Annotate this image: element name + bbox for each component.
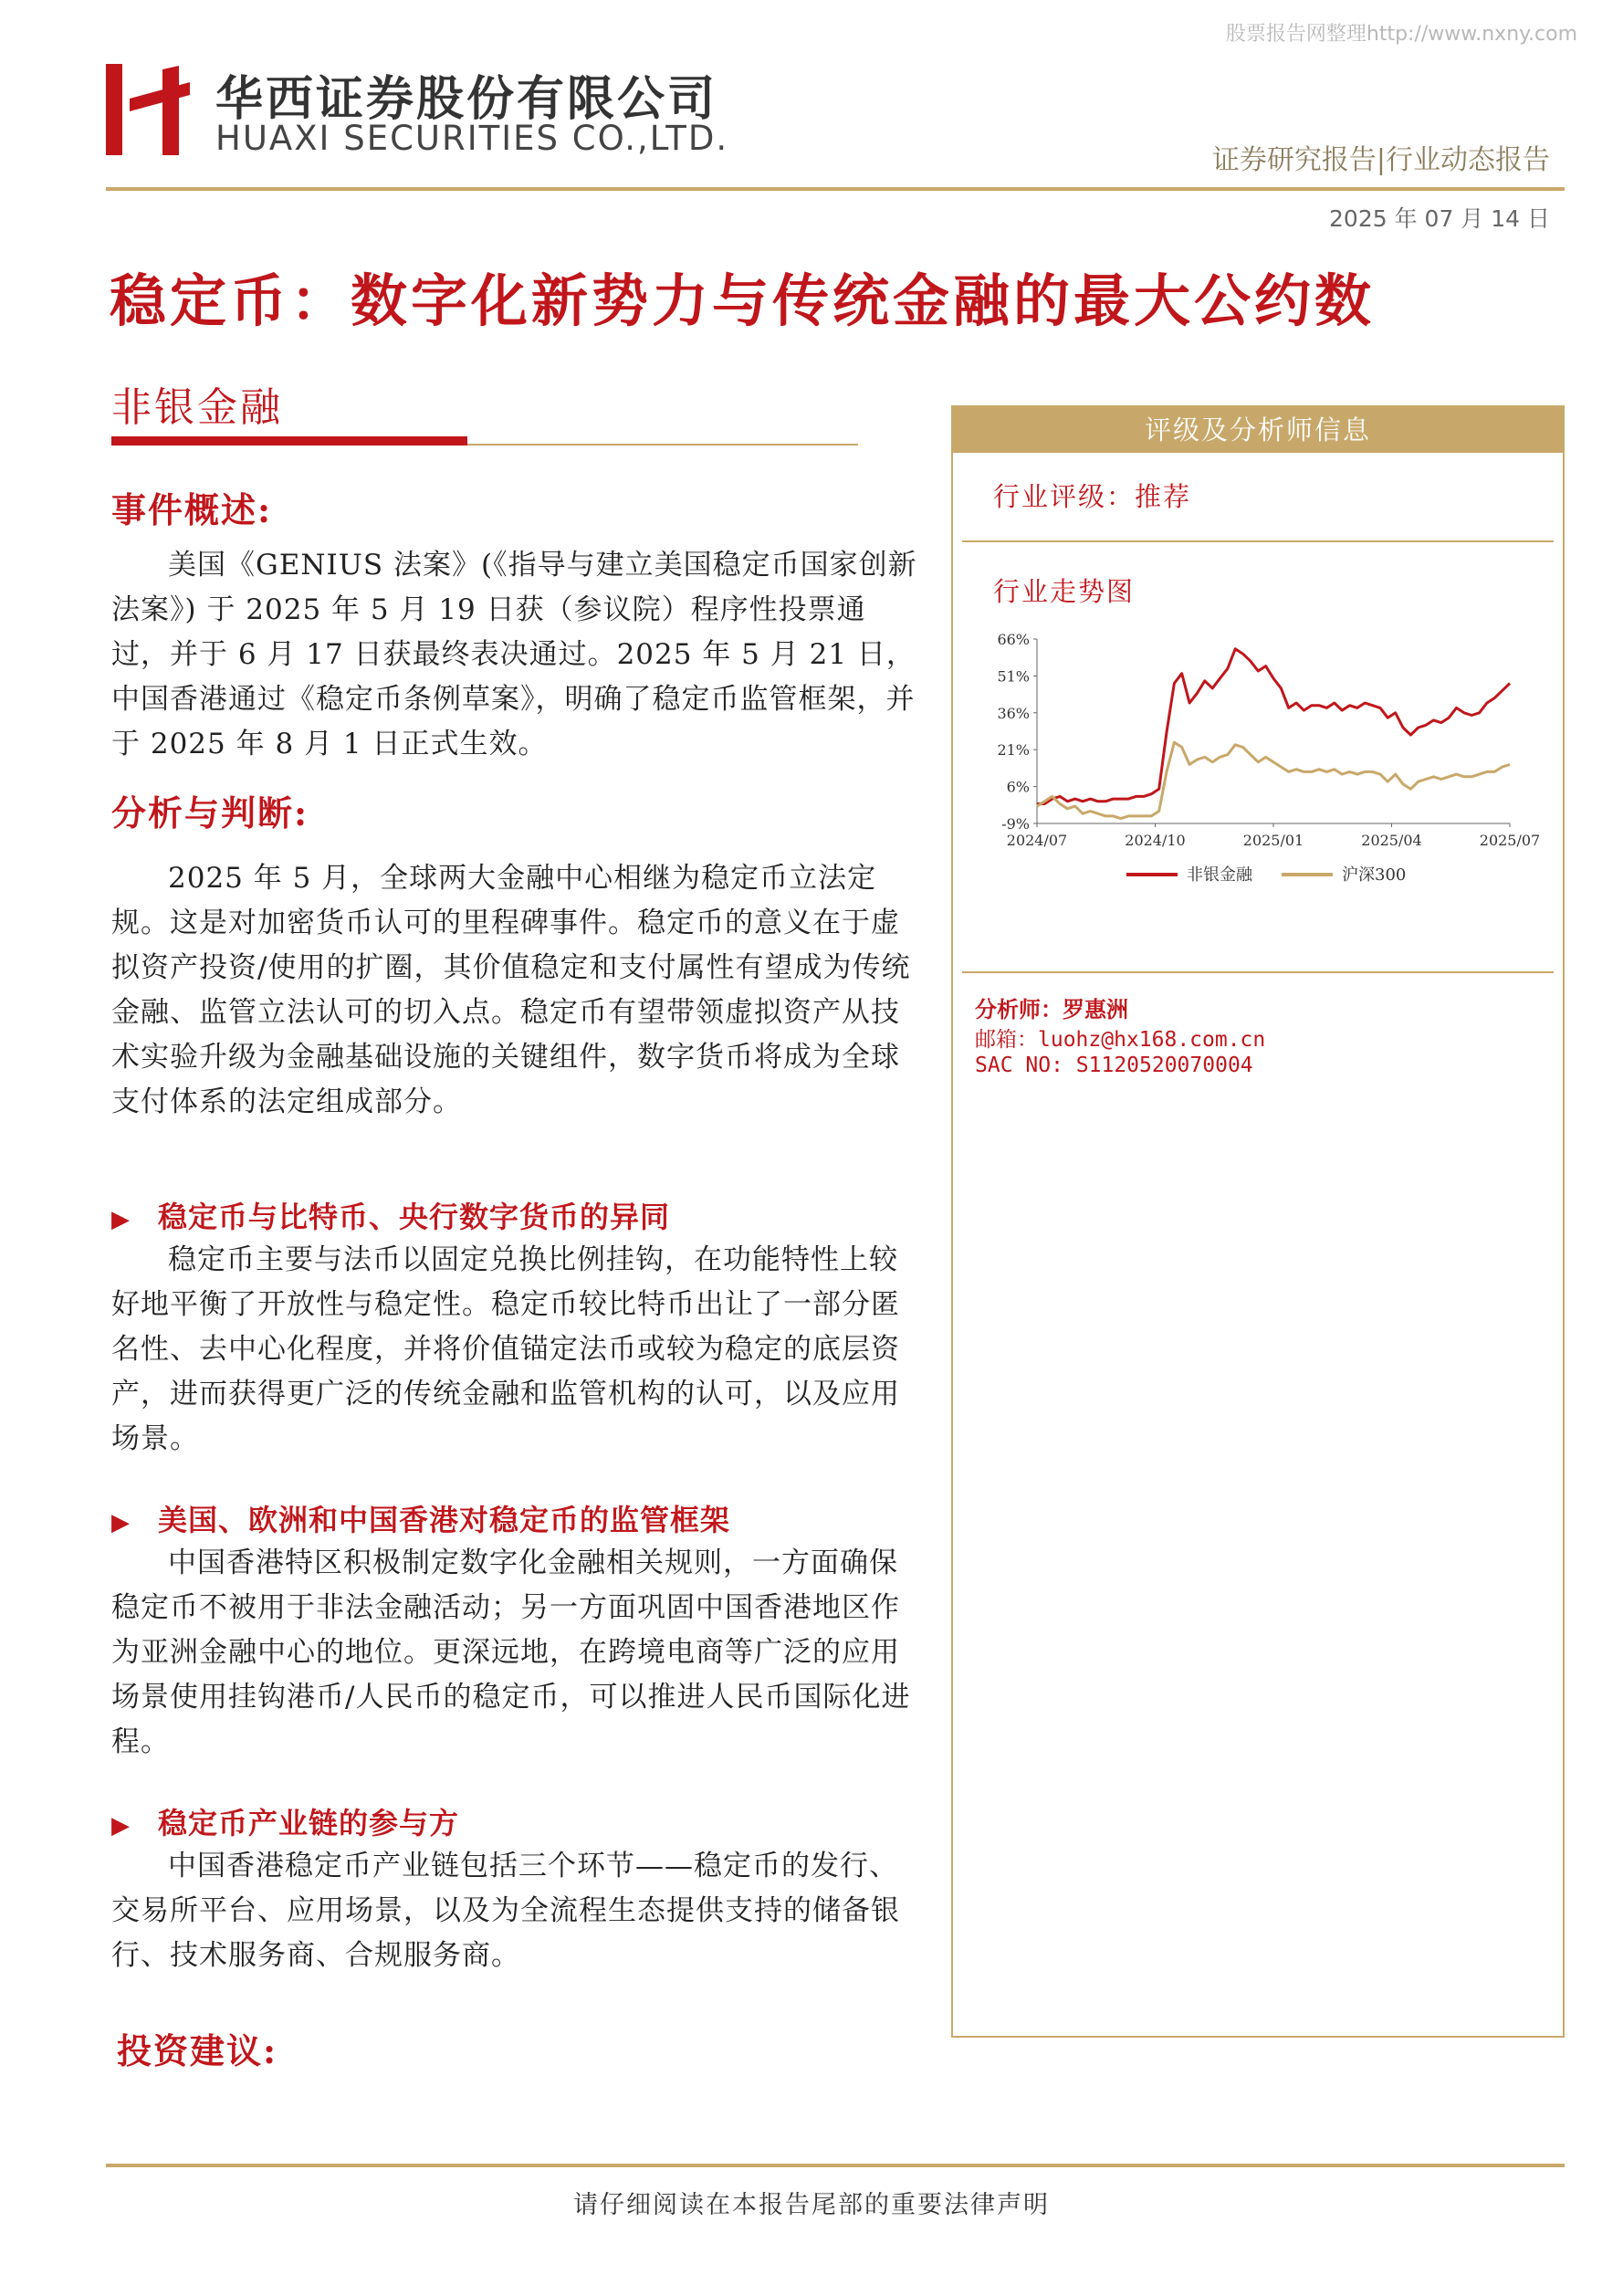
legend-label: 沪深300 [1342,865,1407,885]
brand-name-cn: 华西证券股份有限公司 [215,72,718,127]
sub-body-3: 中国香港稳定币产业链包括三个环节——稳定币的发行、交易所平台、应用场景，以及为全流程生态提供支持的储备银行、技术服务商、合规服务商。 [111,1850,900,1972]
sidebar-header: 评级及分析师信息 [953,407,1563,453]
y-tick-label: 6% [1006,778,1030,796]
y-tick-label: 51% [997,667,1030,686]
event-body: 美国《GENIUS 法案》(《指导与建立美国稳定币国家创新法案》) 于 2025 年 5 月 19 日获（参议院）程序性投票通过，并于 6 月 17 日获最终表决通过。2025 年 5 月 21 日，中国香港通过《稳定币条例草案》，明确了稳定币监管框架，并于 2025 年 8 月 1 日正式生效。 [111,549,917,760]
chart-legend [1126,865,1406,885]
analysis-body: 2025 年 5 月，全球两大金融中心相继为稳定币立法定规。这是对加密货币认可的里程碑事件。稳定币的意义在于虚拟资产投资/使用的扩圈，其价值稳定和支付属性有望成为传统金融、监管立法认可的切入点。稳定币有望带领虚拟资产从技术实验升级为金融基础设施的关键组件，数字货币将成为全球支付体系的法定组成部分。 [111,862,911,1118]
header-divider [106,187,1565,191]
industry-underline [111,436,467,446]
huaxi-logo-icon [106,64,190,155]
bullet-triangle-icon: ▶ [111,1812,131,1840]
sub-heading-3: ▶ 稳定币产业链的参与方 [111,1806,460,1840]
chart-axes [997,631,1540,849]
bullet-triangle-icon: ▶ [111,1509,131,1536]
bullet-triangle-icon: ▶ [111,1206,131,1233]
legend-label: 非银金融 [1187,865,1252,885]
y-tick-label: -9% [1001,815,1030,833]
legal-notice: 请仔细阅读在本报告尾部的重要法律声明 [573,2191,1050,2219]
x-tick-label: 2025/04 [1361,832,1422,849]
industry-rating: 行业评级：推荐 [993,481,1192,512]
report-title: 稳定币：数字化新势力与传统金融的最大公约数 [110,267,1376,334]
series-line [1037,742,1510,819]
chart-title: 行业走势图 [993,576,1136,607]
watermark: 股票报告网整理http://www.nxny.com [1225,23,1577,46]
report-type: 证券研究报告|行业动态报告 [1211,144,1550,176]
footer-divider [106,2164,1565,2167]
industry-trend-chart [953,626,1566,900]
y-tick-label: 21% [997,741,1030,760]
industry-label: 非银金融 [111,384,283,431]
analyst-sac: SAC NO: S1120520070004 [975,1054,1253,1077]
sub-body-2: 中国香港特区积极制定数字化金融相关规则，一方面确保稳定币不被用于非法金融活动；另一方面巩固中国香港地区作为亚洲金融中心的地位。更深远地，在跨境电商等广泛的应用场景使用挂钩港币/人民币的稳定币，可以推进人民币国际化进程。 [111,1546,911,1758]
rating-sidebar [951,405,1565,2038]
invest-heading: 投资建议: [117,2030,278,2071]
x-tick-label: 2024/07 [1006,832,1068,849]
x-tick-label: 2024/10 [1125,832,1186,849]
brand-name-en: HUAXI SECURITIES CO.,LTD. [215,119,729,158]
industry-rule [467,444,858,446]
sidebar-divider [962,540,1554,542]
analyst-email[interactable]: 邮箱：luohz@hx168.com.cn [975,1028,1266,1052]
chart-series [1037,649,1510,819]
report-date: 2025 年 07 月 14 日 [1329,205,1550,232]
sub-heading-2: ▶ 美国、欧洲和中国香港对稳定币的监管框架 [111,1503,731,1537]
x-tick-label: 2025/07 [1479,832,1541,849]
x-tick-label: 2025/01 [1242,832,1304,849]
y-tick-label: 66% [997,631,1030,648]
analyst-name: 分析师：罗惠洲 [975,996,1128,1022]
sidebar-divider [962,971,1554,973]
event-heading: 事件概述: [111,489,273,530]
y-tick-label: 36% [997,704,1030,722]
sub-heading-1: ▶ 稳定币与比特币、央行数字货币的异同 [111,1200,671,1234]
sub-body-1: 稳定币主要与法币以固定兑换比例挂钩，在功能特性上较好地平衡了开放性与稳定性。稳定币较比特币出让了一部分匿名性、去中心化程度，并将价值锚定法币或较为稳定的底层资产，进而获得更广泛的传统金融和监管机构的认可，以及应用场景。 [111,1243,900,1455]
analysis-heading: 分析与判断: [111,792,309,833]
series-line [1037,649,1510,804]
